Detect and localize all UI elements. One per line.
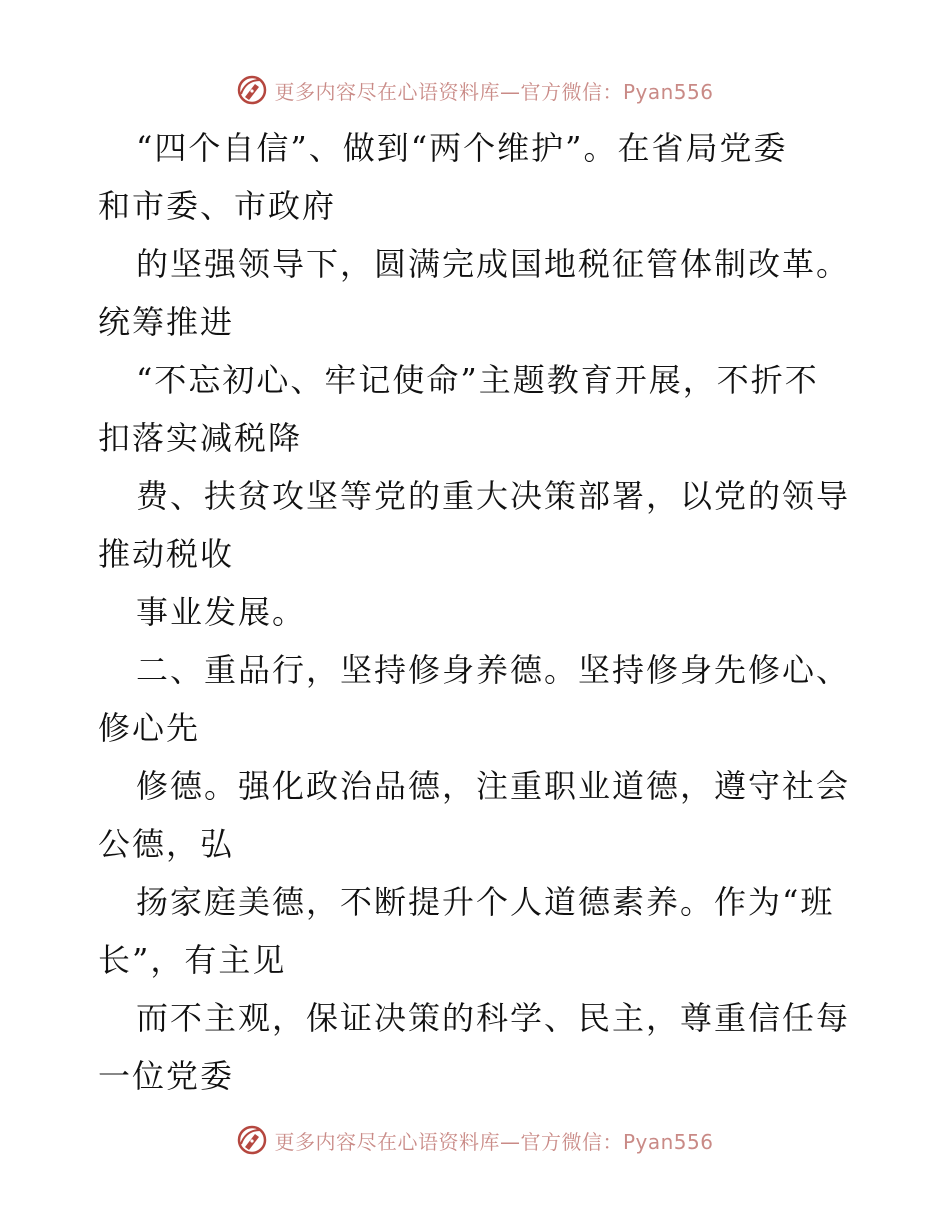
header-watermark — [0, 70, 950, 110]
text-line: 二、重品行，坚持修身养德。坚持修身先修心、 — [136, 651, 851, 689]
text-line: 的坚强领导下，圆满完成国地税征管体制改革。 — [136, 245, 851, 283]
watermark-text: 更多内容尽在心语资料库—官方微信：Pyan556 — [274, 79, 714, 104]
text-line: “不忘初心、牢记使命”主题教育开展，不折不 — [136, 361, 819, 399]
footer-watermark — [0, 1120, 950, 1160]
text-line: 而不主观，保证决策的科学、民主，尊重信任每 — [136, 999, 851, 1037]
text-line: 统筹推进 — [98, 303, 235, 341]
text-line: 推动税收 — [98, 535, 235, 573]
text-line: 和市委、市政府 — [98, 187, 337, 225]
text-line: “四个自信”、做到“两个维护”。在省局党委 — [136, 129, 788, 167]
text-line: 公德，弘 — [98, 825, 235, 863]
text-line: 长”，有主见 — [98, 941, 287, 979]
text-line: 一位党委 — [98, 1057, 235, 1095]
pen-nib-circle-icon — [236, 74, 268, 106]
text-line: 费、扶贫攻坚等党的重大决策部署，以党的领导 — [136, 477, 851, 515]
text-line: 扬家庭美德，不断提升个人道德素养。作为“班 — [136, 883, 835, 921]
text-line: 修德。强化政治品德，注重职业道德，遵守社会 — [136, 767, 851, 805]
text-line: 事业发展。 — [136, 593, 307, 631]
pen-nib-circle-icon — [236, 1124, 268, 1156]
watermark-text: 更多内容尽在心语资料库—官方微信：Pyan556 — [274, 1129, 714, 1154]
text-line: 扣落实减税降 — [98, 419, 303, 457]
text-line: 修心先 — [98, 709, 201, 747]
